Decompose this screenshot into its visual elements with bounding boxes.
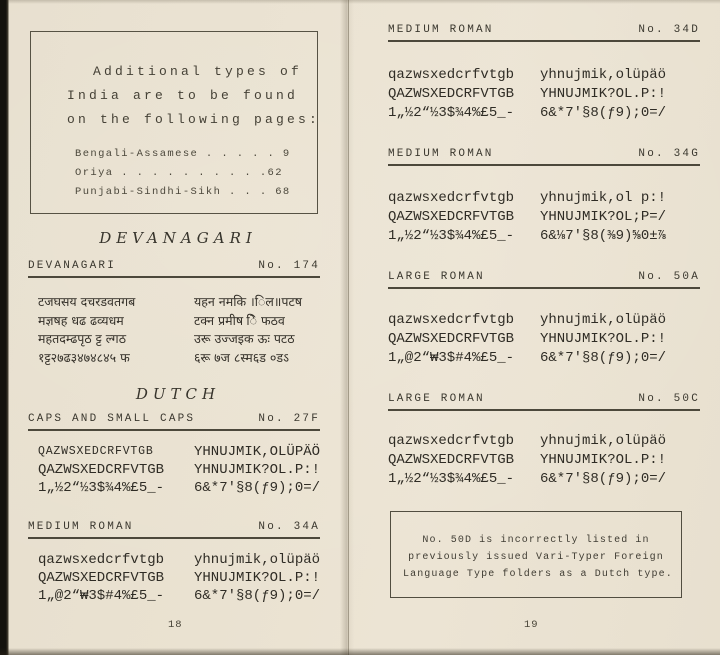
sample-cell: 6&⅛7'§8(⅜9)⅝0±⅞ [540, 228, 667, 244]
note-line: No. 50D is incorrectly listed in [422, 535, 650, 546]
sample-row [388, 432, 666, 451]
sample-cell: 6&*7'§8(ƒ9);0=/ [194, 588, 321, 604]
sample-cell: YHNUJMIK?OL.P:! [540, 331, 667, 347]
section-heading-devanagari: DEVANAGARI [99, 229, 257, 247]
specimen-sample-34a [38, 551, 320, 605]
sample-cell: qazwsxedcrfvtgb [388, 190, 515, 206]
photo-left-edge [0, 0, 9, 655]
sample-row [38, 312, 302, 331]
sample-row [388, 85, 666, 104]
sample-row [388, 227, 666, 246]
sample-row [38, 330, 302, 349]
sample-cell: yhnujmik,olüpäö [540, 67, 667, 83]
sample-row [38, 551, 320, 569]
note-line: Language Type folders as a Dutch type. [403, 569, 673, 580]
specimen-header-50a [388, 271, 700, 289]
sample-cell: YHNUJMIK?OL.P:! [194, 570, 321, 586]
sample-cell: १ट्ट२७ढ३४७४८४५ फ [38, 349, 130, 365]
sample-cell: 1„½2“½3$¾4%£5_- [38, 480, 165, 496]
note-line: previously issued Vari-Typer Foreign [408, 552, 664, 563]
notice-index-list [75, 145, 317, 202]
sample-cell: 1„½2“½3$¾4%£5_- [388, 471, 515, 487]
section-heading-dutch: DUTCH [135, 385, 221, 403]
india-types-notice-box [30, 31, 321, 214]
sample-cell: 6&*7'§8(ƒ9);0=/ [194, 480, 321, 496]
sample-cell: QAZWSXEDCRFVTGB [388, 331, 515, 347]
50d-correction-note-box [390, 511, 682, 598]
sample-cell: YHNUJMIK?OL;P=/ [540, 209, 667, 225]
sample-cell: qazwsxedcrfvtgb [388, 312, 515, 328]
specimen-number: No. 174 [258, 260, 320, 272]
sample-cell: महतदम्ढपृठ ट्ट ल्गठ [38, 331, 126, 346]
sample-cell: yhnujmik,olüpäö [540, 433, 667, 449]
sample-row [38, 569, 320, 587]
sample-cell: 1„@2“₩3$#4%£5_- [38, 588, 165, 604]
sample-row [388, 349, 666, 368]
sample-cell: yhnujmik,ol p:! [540, 190, 667, 206]
specimen-name: LARGE ROMAN [388, 271, 485, 283]
sample-cell: उरू उज्जइक ऊः पटठ [194, 331, 295, 346]
specimen-number: No. 34D [638, 24, 700, 36]
sample-cell: QAZWSXEDCRFVTGB [388, 86, 515, 102]
sample-cell: QAZWSXEDCRFVTGB [38, 445, 154, 458]
sample-cell: 1„½2“½3$¾4%£5_- [388, 105, 515, 121]
specimen-header-34a [28, 521, 320, 539]
specimen-name: LARGE ROMAN [388, 393, 485, 405]
sample-cell: qazwsxedcrfvtgb [388, 433, 515, 449]
sample-row [38, 461, 320, 479]
sample-cell: QAZWSXEDCRFVTGB [388, 452, 515, 468]
specimen-name: DEVANAGARI [28, 260, 117, 272]
sample-cell: qazwsxedcrfvtgb [388, 67, 515, 83]
specimen-header-34d [388, 24, 700, 42]
index-entry-bengali-assamese: Bengali-Assamese . . . . . 9 [75, 148, 291, 160]
sample-row [388, 451, 666, 470]
sample-row [38, 443, 320, 461]
notice-line: on the following pages: [67, 112, 321, 127]
sample-cell: 6&*7'§8(ƒ9);0=/ [540, 350, 667, 366]
sample-cell: मज्ञषह धढ ढव्यधम [38, 312, 124, 328]
page-number-18: 18 [168, 619, 183, 631]
sample-cell: QAZWSXEDCRFVTGB [388, 209, 515, 225]
page-gutter-crease [348, 0, 349, 655]
index-entry-punjabi-sindhi-sikh: Punjabi-Sindhi-Sikh . . . 68 [75, 186, 291, 198]
specimen-sample-50c [388, 432, 666, 489]
notice-line: Additional types of [93, 64, 303, 79]
specimen-sample-27f [38, 443, 320, 497]
specimen-sample-174 [38, 293, 302, 367]
sample-row [388, 208, 666, 227]
sample-cell: 6&*7'§8(ƒ9);0=/ [540, 471, 667, 487]
specimen-name: MEDIUM ROMAN [28, 521, 134, 533]
sample-row [388, 330, 666, 349]
sample-cell: yhnujmik,olüpäö [540, 312, 667, 328]
sample-cell: ६रू ७ज ८स्म६ड ०डऽ [194, 349, 289, 365]
sample-row [38, 587, 320, 605]
specimen-number: No. 34A [258, 521, 320, 533]
left-page [10, 0, 346, 655]
sample-row [388, 189, 666, 208]
right-page [352, 0, 720, 655]
specimen-header-27f [28, 413, 320, 431]
notice-line: India are to be found [67, 88, 299, 103]
sample-cell: QAZWSXEDCRFVTGB [38, 570, 165, 586]
photo-bottom-edge [0, 648, 720, 655]
sample-cell: 6&*7'§8(ƒ9);0=/ [540, 105, 667, 121]
sample-cell: टक्न प्रमीष िे फठव [194, 312, 285, 328]
sample-row [38, 479, 320, 497]
specimen-number: No. 34G [638, 148, 700, 160]
specimen-number: No. 50C [638, 393, 700, 405]
specimen-name: CAPS AND SMALL CAPS [28, 413, 196, 425]
sample-row [38, 293, 302, 312]
sample-cell: YHNUJMIK,OLÜPÄÖ [194, 444, 321, 460]
sample-row [388, 470, 666, 489]
specimen-name: MEDIUM ROMAN [388, 148, 494, 160]
sample-cell: 1„½2“½3$¾4%£5_- [388, 228, 515, 244]
specimen-header-50c [388, 393, 700, 411]
sample-row [388, 311, 666, 330]
specimen-header-174 [28, 260, 320, 278]
page-number-19: 19 [524, 619, 539, 631]
specimen-sample-34d [388, 66, 666, 123]
sample-cell: YHNUJMIK?OL.P:! [540, 86, 667, 102]
sample-cell: QAZWSXEDCRFVTGB [38, 462, 165, 478]
specimen-name: MEDIUM ROMAN [388, 24, 494, 36]
sample-cell: yhnujmik,olüpäö [194, 552, 321, 568]
sample-cell: YHNUJMIK?OL.P:! [194, 462, 321, 478]
specimen-header-34g [388, 148, 700, 166]
sample-row [388, 104, 666, 123]
sample-cell: qazwsxedcrfvtgb [38, 552, 165, 568]
sample-cell: YHNUJMIK?OL.P:! [540, 452, 667, 468]
specimen-number: No. 50A [638, 271, 700, 283]
sample-row [38, 349, 302, 368]
specimen-sample-34g [388, 189, 666, 246]
sample-row [388, 66, 666, 85]
specimen-number: No. 27F [258, 413, 320, 425]
specimen-sample-50a [388, 311, 666, 368]
sample-cell: 1„@2“₩3$#4%£5_- [388, 350, 515, 366]
sample-cell: यहन नमकि ।िल॥पटष [194, 294, 303, 309]
index-entry-oriya: Oriya . . . . . . . . . .62 [75, 167, 283, 179]
sample-cell: टजघसय दचरडवतगब [38, 294, 136, 309]
